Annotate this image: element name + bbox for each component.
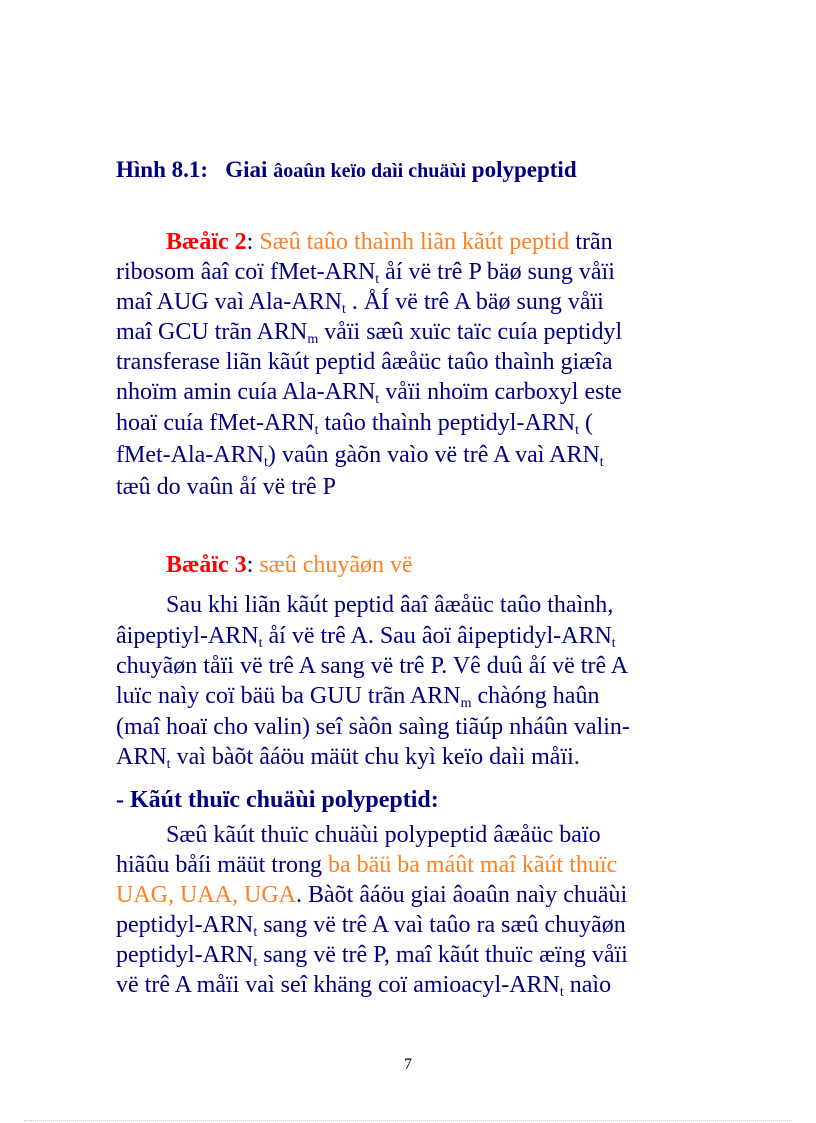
paragraph-line: transferase liãn kãút peptid âæåüc taûo thaình giæîa [116,349,613,375]
paragraph-line: Sæû kãút thuïc chuäùi polypeptid âæåüc baïo [166,822,601,848]
step3-title: Bæåïc 3 [166,552,247,578]
paragraph-line: Sau khi liãn kãút peptid âaî âæåüc taûo thaình, [166,592,614,618]
paragraph-line: ribosom âaî coï fMet-$ARN_t$ åí vë trê P bäø sung våïi [116,259,615,287]
paragraph-line: peptidyl-$ARN_t$ sang vë trê P, maî kãút thuïc æïng våïi [116,942,628,970]
paragraph-line: hiãûu båíi mäüt trong ba bäü ba máût maî kãút thuïc [116,852,618,878]
paragraph-line: fMet-$Ala-ARN_t$) vaûn gàõn vaìo vë trê A vaì $ARN_t$ [116,442,604,470]
paragraph-line: $ARN_t$ vaì bàõt âáöu mäüt chu kyì keïo daìi måïi. [116,744,580,772]
paragraph-line: (maî hoaï cho valin) seî sàôn saìng tiãúp nháûn valin- [116,714,630,740]
paragraph-line: chuyãøn tåïi vë trê A sang vë trê P. Vê duû åí vë trê A [116,653,629,679]
paragraph-line: tæû do vaûn åí vë trê P [116,474,336,500]
step2-title: Bæåïc 2 [166,229,247,255]
paragraph-line: maî GCU trãn $ARN_m$ våïi sæû xuïc taïc cuía peptidyl [116,319,623,347]
page-number: 7 [404,1056,412,1073]
figure-label: Hình 8.1: [116,157,209,182]
step2-subtitle: Sæû taûo thaình liãn kãút peptid [259,229,570,255]
paragraph-line: UAG, UAA, UGA. Bàõt âáöu giai âoaûn naìy chuäùi [116,882,628,908]
paragraph-line: maî AUG vaì Ala-$ARN_t$ . ÅÍ vë trê A bäø sung våïi [116,289,604,317]
paragraph-line: luïc naìy coï bäü ba GUU trãn $ARN_m$ chàóng haûn [116,683,600,711]
step3-title-line: Bæåïc 3: sæû chuyãøn vë [166,552,413,578]
figure-heading: Hình 8.1: Giai âoaûn keïo daìi chuäùi polypeptid [116,157,577,182]
paragraph-line: âipeptiyl-$ARN_t$ åí vë trê A. Sau âoï âipeptidyl-$ARN_t$ [116,623,616,651]
paragraph-line: peptidyl-$ARN_t$ sang vë trê A vaì taûo ra sæû chuyãøn [116,912,626,940]
paragraph-line: hoaï cuía fMet-$ARN_t$ taûo thaình peptidyl-$ARN_t$ ( [116,410,594,438]
paragraph-line: nhoïm amin cuía Ala-$ARN_t$ våïi nhoïm carboxyl este [116,379,622,407]
step2-title-line: Bæåïc 2: Sæû taûo thaình liãn kãút peptid trãn [166,229,613,255]
paragraph-line: vë trê A måïi vaì seî khäng coï amioacyl-$ARN_t$ naìo [116,972,612,1000]
footer-divider [24,1120,792,1121]
step3-subtitle: sæû chuyãøn vë [259,552,413,578]
termination-title: - Kãút thuïc chuäùi polypeptid: [116,787,439,813]
